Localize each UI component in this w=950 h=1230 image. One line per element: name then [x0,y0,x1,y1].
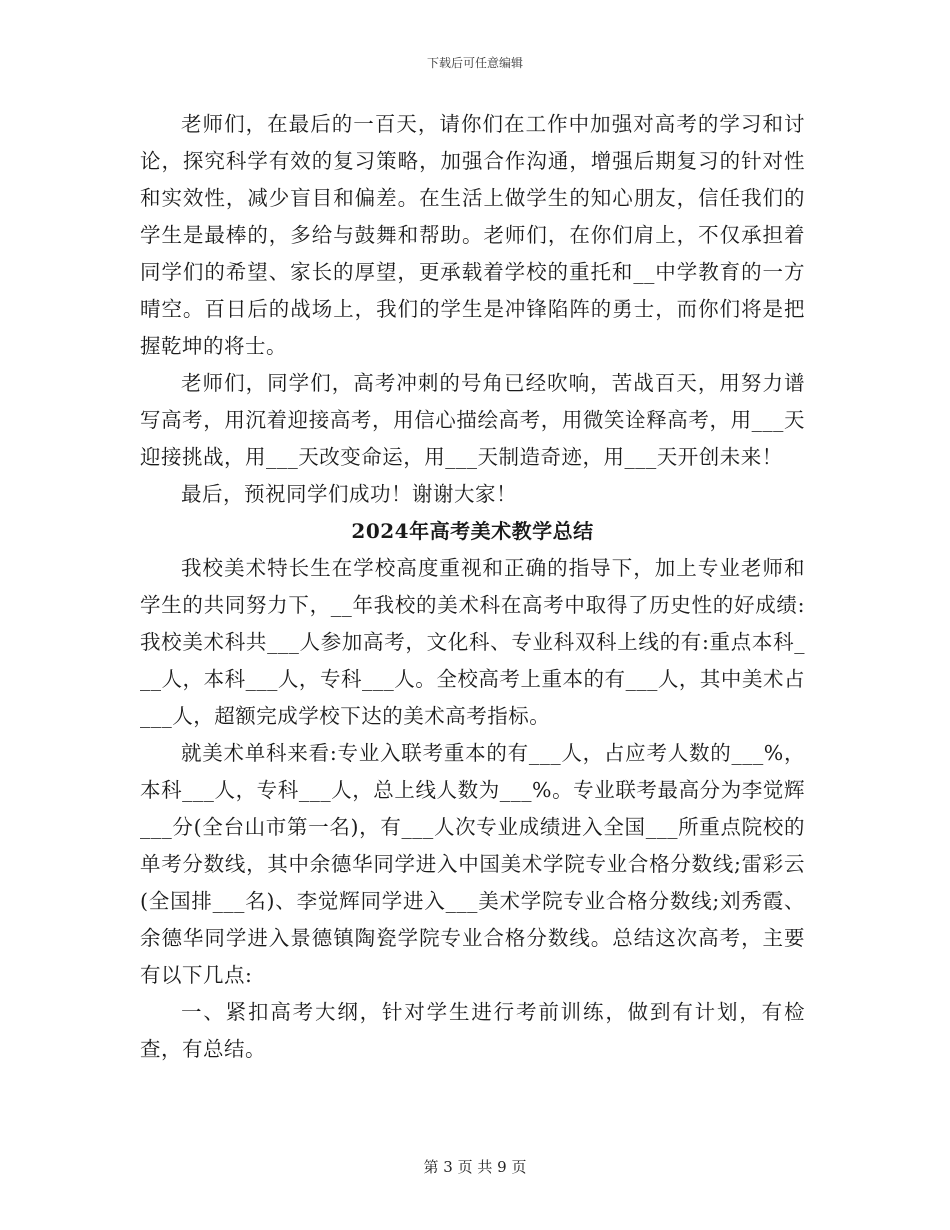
paragraph-art-single-subject: 就美术单科来看:专业入联考重本的有___人，占应考人数的___%，本科___人，专科___人，总上线人数为___%。专业联考最高分为李觉辉___分(全台山市第一名)，有___人次专业成绩进入全国___所重点院校的单考分数线，其中余德华同学进入中国美术学院专业合格分数线;雷彩云(全国排___名)、李觉辉同学进入___美术学院专业合格分数线;刘秀霞、余德华同学进入景德镇陶瓷学院专业合格分数线。总结这次高考，主要有以下几点: [140,741,805,987]
page-number: 第 3 页 共 9 页 [423,1158,527,1176]
paragraph-point-one: 一、紧扣高考大纲，针对学生进行考前训练，做到有计划，有检查，有总结。 [140,1000,805,1061]
paragraph-call-to-action: 老师们，同学们，高考冲刺的号角已经吹响，苦战百天，用努力谱写高考，用沉着迎接高考，用信心描绘高考，用微笑诠释高考，用___天迎接挑战，用___天改变命运，用___天制造奇迹，用___天开创未来！ [140,371,805,469]
header-note: 下载后可任意编辑 [426,56,523,70]
section-title: 2024年高考美术教学总结 [351,519,594,543]
paragraph-teachers: 老师们，在最后的一百天，请你们在工作中加强对高考的学习和讨论，探究科学有效的复习策略，加强合作沟通，增强后期复习的针对性和实效性，减少盲目和偏差。在生活上做学生的知心朋友，信任我们的学生是最棒的，多给与鼓舞和帮助。老师们，在你们肩上，不仅承担着同学们的希望、家长的厚望，更承载着学校的重托和__中学教育的一方晴空。百日后的战场上，我们的学生是冲锋陷阵的勇士，而你们将是把握乾坤的将士。 [140,112,805,358]
paragraph-closing: 最后，预祝同学们成功！谢谢大家！ [181,482,517,506]
paragraph-art-results: 我校美术特长生在学校高度重视和正确的指导下，加上专业老师和学生的共同努力下，__年我校的美术科在高考中取得了历史性的好成绩:我校美术科共___人参加高考，文化科、专业科双科上线的有:重点本科___人，本科___人，专科___人。全校高考上重本的有___人，其中美术占___人，超额完成学校下达的美术高考指标。 [140,556,805,728]
document-body [140,106,805,1068]
